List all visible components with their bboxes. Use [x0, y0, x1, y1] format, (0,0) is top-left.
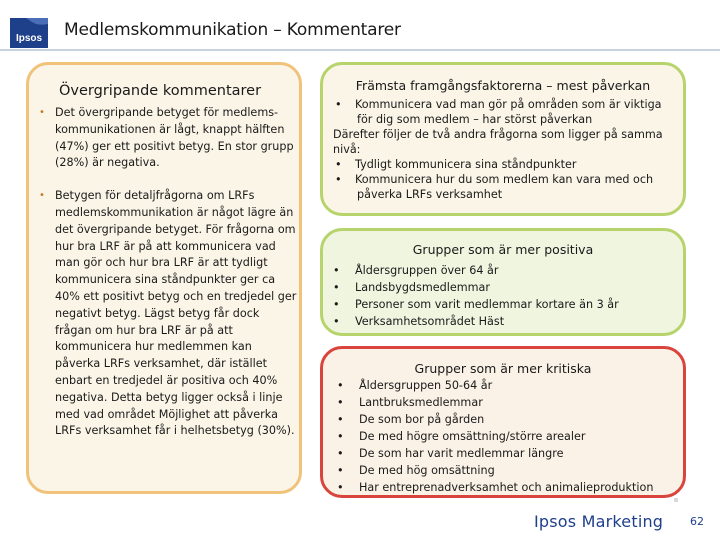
ipsos-logo [8, 14, 52, 50]
critical-groups-list [335, 377, 653, 496]
list-item [335, 394, 653, 411]
list-item-text: Åldersgruppen över 64 år [355, 264, 499, 277]
list-item [335, 428, 653, 445]
list-item [331, 296, 619, 313]
list-item [335, 445, 653, 462]
list-item-continuation: påverka LRFs verksamhet [357, 188, 503, 201]
list-item [333, 172, 673, 187]
bullet-icon: • [337, 447, 344, 460]
list-item-text: Tydligt kommunicera sina ståndpunkter [355, 158, 577, 171]
footer-brand: Ipsos Marketing [534, 512, 664, 531]
list-item [335, 411, 653, 428]
overall-comments-list [39, 105, 297, 456]
bullet-icon: • [39, 107, 45, 118]
bullet-icon: • [333, 315, 340, 328]
overall-comments-panel [26, 62, 302, 494]
list-item-text: De med högre omsättning/större arealer [359, 430, 586, 443]
bullet-icon: • [333, 281, 340, 294]
bullet-icon: • [333, 298, 340, 311]
list-item-text: De som bor på gården [359, 413, 485, 426]
bullet-icon: • [333, 264, 340, 277]
body-text: nivå: [333, 143, 361, 156]
success-factors-panel [320, 62, 686, 216]
list-item [333, 97, 673, 112]
bullet-icon: • [337, 481, 344, 494]
critical-groups-panel [320, 346, 686, 498]
list-item [335, 479, 653, 496]
header-divider [0, 49, 720, 51]
bullet-icon: • [335, 173, 342, 186]
list-item-text: De som har varit medlemmar längre [359, 447, 564, 460]
bullet-icon: • [335, 98, 342, 111]
page-number: 62 [690, 515, 704, 528]
list-item-text: Åldersgruppen 50-64 år [359, 379, 493, 392]
list-item-text: Det övergripande betyget för medlems-kommunikationen är lågt, knappt hälften (47%) ger ett positivt betyg. En stor grupp (28%) är negativa. [55, 106, 294, 170]
list-item [331, 262, 619, 279]
list-item [335, 377, 653, 394]
list-item-text: Kommunicera hur du som medlem kan vara med och [355, 173, 654, 186]
page-title: Medlemskommunikation – Kommentarer [64, 20, 401, 40]
list-item [39, 188, 297, 440]
list-item-text: De med hög omsättning [359, 464, 495, 477]
bullet-icon: • [337, 430, 344, 443]
bullet-icon: • [337, 396, 344, 409]
overall-comments-heading: Övergripande kommentarer [59, 83, 262, 99]
decorative-dot [674, 498, 678, 502]
list-item [335, 462, 653, 479]
bullet-icon: • [337, 413, 344, 426]
list-item [331, 313, 619, 330]
list-item-text: Betygen för detaljfrågorna om LRFs medlemskommunikation är något lägre än det övergripande betyget. För frågorna om hur bra LRF är på att kommunicera vad man gör och hur bra LRF är att tydligt kommunicera sina ståndpunkter ger ca 40% ett positivt betyg och en tredjedel ger negativt betyg. Lägst betyg får dock frågan om hur bra LRF är på att kommunicera hur medlemmen kan påverka LRFs verksamhet, där istället enbart en tredjedel är positiva och 40% negativa. Detta betyg ligger också i linje med vad området Möjlighet att påverka LRFs verksamhet får i helhetsbetyg (30%). [55, 189, 297, 438]
list-item [333, 157, 673, 172]
bullet-icon: • [337, 464, 344, 477]
list-item-text: Har entreprenadverksamhet och animalieproduktion [359, 481, 654, 494]
list-item [331, 279, 619, 296]
critical-groups-heading: Grupper som är mer kritiska [414, 361, 592, 376]
success-factors-heading: Främsta framgångsfaktorerna – mest påverkan [355, 78, 651, 93]
list-item [39, 105, 297, 172]
positive-groups-panel [320, 228, 686, 336]
bullet-icon: • [39, 190, 45, 202]
positive-groups-list [331, 262, 619, 330]
list-item-text: Lantbruksmedlemmar [359, 396, 483, 409]
positive-groups-heading: Grupper som är mer positiva [412, 242, 594, 257]
bullet-icon: • [335, 158, 342, 171]
body-text: Därefter följer de två andra frågorna som ligger på samma [333, 128, 663, 141]
success-factors-body [333, 97, 673, 202]
list-item-text: Landsbygdsmedlemmar [355, 281, 490, 294]
list-item-text: Personer som varit medlemmar kortare än 3 år [355, 298, 619, 311]
list-item-continuation: för dig som medlem – har störst påverkan [357, 113, 593, 126]
bullet-icon: • [337, 379, 344, 392]
list-item-text: Kommunicera vad man gör på områden som är viktiga [355, 98, 662, 111]
list-item-text: Verksamhetsområdet Häst [355, 315, 505, 328]
logo-text: Ipsos [15, 33, 43, 44]
